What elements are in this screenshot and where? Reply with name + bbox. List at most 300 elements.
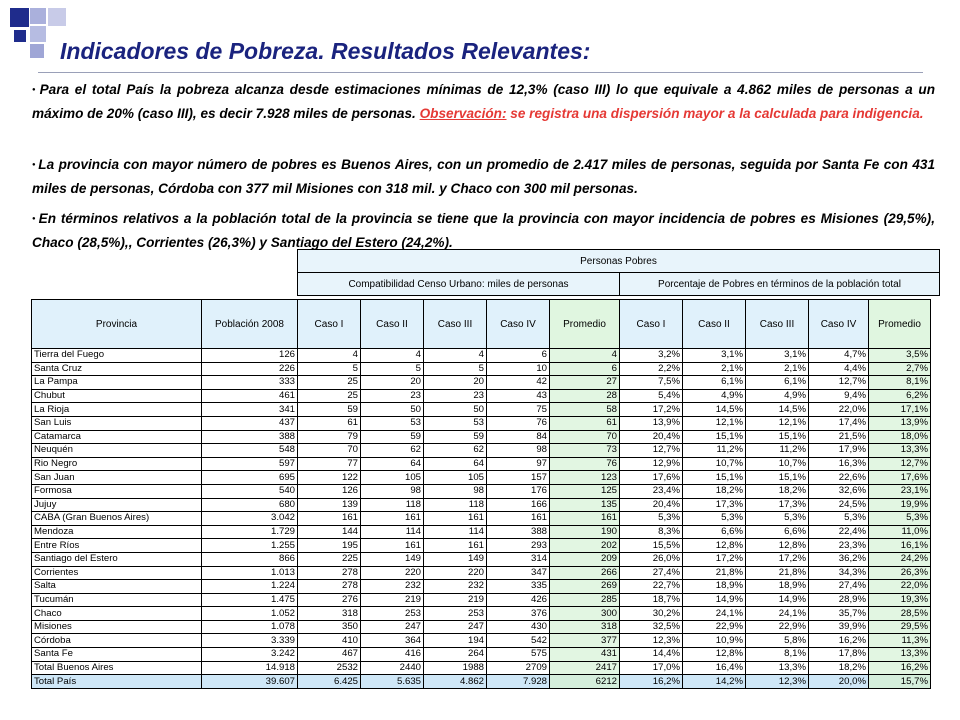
value-cell: 70 <box>550 430 620 444</box>
province-cell: San Luis <box>32 416 202 430</box>
paragraph-3-text: En términos relativos a la población total de la provincia se tiene que la provincia con mayor incidencia de pobres es Misiones (29,5%), Chaco (28,5%),, Corrientes (26,3%) y Santiago del Estero (24,2%). <box>32 211 935 250</box>
value-cell: 247 <box>361 620 424 634</box>
province-cell: CABA (Gran Buenos Aires) <box>32 512 202 526</box>
table-row <box>32 376 931 390</box>
value-cell: 16,1% <box>869 539 931 553</box>
value-cell: 6.425 <box>298 675 361 689</box>
value-cell: 14,5% <box>683 403 746 417</box>
value-cell: 1.078 <box>202 620 298 634</box>
province-cell: La Pampa <box>32 376 202 390</box>
table-row <box>32 525 931 539</box>
value-cell: 39,9% <box>809 620 869 634</box>
value-cell: 28,5% <box>869 607 931 621</box>
value-cell: 680 <box>202 498 298 512</box>
value-cell: 226 <box>202 362 298 376</box>
province-cell: Tierra del Fuego <box>32 349 202 363</box>
value-cell: 14,4% <box>620 648 683 662</box>
value-cell: 4.862 <box>424 675 487 689</box>
value-cell: 4,9% <box>746 389 809 403</box>
value-cell: 5,3% <box>620 512 683 526</box>
value-cell: 2,7% <box>869 362 931 376</box>
value-cell: 32,6% <box>809 484 869 498</box>
value-cell: 13,3% <box>746 661 809 675</box>
value-cell: 542 <box>487 634 550 648</box>
column-header: Provincia <box>32 300 202 349</box>
value-cell: 22,4% <box>809 525 869 539</box>
value-cell: 53 <box>424 416 487 430</box>
value-cell: 17,3% <box>746 498 809 512</box>
column-header: Caso II <box>361 300 424 349</box>
value-cell: 3,5% <box>869 349 931 363</box>
value-cell: 12,3% <box>620 634 683 648</box>
table-row <box>32 471 931 485</box>
value-cell: 39.607 <box>202 675 298 689</box>
value-cell: 62 <box>361 444 424 458</box>
value-cell: 61 <box>550 416 620 430</box>
value-cell: 5,3% <box>809 512 869 526</box>
value-cell: 97 <box>487 457 550 471</box>
value-cell: 105 <box>424 471 487 485</box>
value-cell: 16,2% <box>809 634 869 648</box>
value-cell: 59 <box>361 430 424 444</box>
value-cell: 161 <box>424 539 487 553</box>
value-cell: 25 <box>298 389 361 403</box>
column-header: Caso III <box>746 300 809 349</box>
province-cell: Total Buenos Aires <box>32 661 202 675</box>
value-cell: 17,8% <box>809 648 869 662</box>
value-cell: 3.339 <box>202 634 298 648</box>
value-cell: 118 <box>361 498 424 512</box>
value-cell: 126 <box>202 349 298 363</box>
value-cell: 20,0% <box>809 675 869 689</box>
value-cell: 314 <box>487 552 550 566</box>
value-cell: 388 <box>202 430 298 444</box>
province-cell: Jujuy <box>32 498 202 512</box>
column-header: Caso IV <box>809 300 869 349</box>
province-cell: Rio Negro <box>32 457 202 471</box>
value-cell: 8,1% <box>746 648 809 662</box>
province-cell: La Rioja <box>32 403 202 417</box>
value-cell: 12,8% <box>683 539 746 553</box>
value-cell: 5 <box>298 362 361 376</box>
province-cell: Salta <box>32 580 202 594</box>
value-cell: 149 <box>361 552 424 566</box>
value-cell: 75 <box>487 403 550 417</box>
value-cell: 6 <box>487 349 550 363</box>
table-row <box>32 552 931 566</box>
value-cell: 16,2% <box>620 675 683 689</box>
value-cell: 105 <box>361 471 424 485</box>
value-cell: 17,4% <box>809 416 869 430</box>
value-cell: 61 <box>298 416 361 430</box>
table-row <box>32 457 931 471</box>
value-cell: 27 <box>550 376 620 390</box>
value-cell: 122 <box>298 471 361 485</box>
value-cell: 114 <box>424 525 487 539</box>
value-cell: 20 <box>361 376 424 390</box>
value-cell: 12,8% <box>683 648 746 662</box>
value-cell: 11,2% <box>746 444 809 458</box>
value-cell: 15,1% <box>683 471 746 485</box>
value-cell: 59 <box>424 430 487 444</box>
value-cell: 161 <box>298 512 361 526</box>
province-cell: Mendoza <box>32 525 202 539</box>
value-cell: 8,3% <box>620 525 683 539</box>
table-row <box>32 484 931 498</box>
value-cell: 22,0% <box>869 580 931 594</box>
value-cell: 5 <box>424 362 487 376</box>
value-cell: 161 <box>424 512 487 526</box>
province-cell: Santiago del Estero <box>32 552 202 566</box>
logo-square-dark-2 <box>14 30 26 42</box>
value-cell: 22,7% <box>620 580 683 594</box>
value-cell: 5,3% <box>683 512 746 526</box>
value-cell: 347 <box>487 566 550 580</box>
value-cell: 5,3% <box>746 512 809 526</box>
value-cell: 6 <box>550 362 620 376</box>
table-row <box>32 648 931 662</box>
value-cell: 32,5% <box>620 620 683 634</box>
value-cell: 98 <box>424 484 487 498</box>
value-cell: 50 <box>361 403 424 417</box>
value-cell: 24,5% <box>809 498 869 512</box>
value-cell: 36,2% <box>809 552 869 566</box>
value-cell: 209 <box>550 552 620 566</box>
value-cell: 24,2% <box>869 552 931 566</box>
value-cell: 161 <box>361 512 424 526</box>
paragraph-3 <box>32 207 935 254</box>
province-cell: Misiones <box>32 620 202 634</box>
value-cell: 21,8% <box>746 566 809 580</box>
value-cell: 98 <box>361 484 424 498</box>
value-cell: 12,1% <box>683 416 746 430</box>
table-row <box>32 539 931 553</box>
value-cell: 15,5% <box>620 539 683 553</box>
value-cell: 18,2% <box>683 484 746 498</box>
value-cell: 17,6% <box>620 471 683 485</box>
value-cell: 2440 <box>361 661 424 675</box>
value-cell: 5,8% <box>746 634 809 648</box>
value-cell: 25 <box>298 376 361 390</box>
value-cell: 4 <box>424 349 487 363</box>
value-cell: 21,5% <box>809 430 869 444</box>
value-cell: 53 <box>361 416 424 430</box>
value-cell: 1.052 <box>202 607 298 621</box>
value-cell: 2709 <box>487 661 550 675</box>
column-header: Promedio <box>550 300 620 349</box>
value-cell: 575 <box>487 648 550 662</box>
value-cell: 1.475 <box>202 593 298 607</box>
value-cell: 4 <box>550 349 620 363</box>
header-row <box>32 300 931 349</box>
value-cell: 161 <box>361 539 424 553</box>
title-divider <box>38 72 923 73</box>
value-cell: 13,9% <box>869 416 931 430</box>
column-header: Población 2008 <box>202 300 298 349</box>
value-cell: 3,1% <box>683 349 746 363</box>
province-cell: Córdoba <box>32 634 202 648</box>
value-cell: 27,4% <box>809 580 869 594</box>
logo-square-light-3 <box>30 26 46 42</box>
value-cell: 22,9% <box>746 620 809 634</box>
bullet-icon: ● <box>32 215 37 222</box>
value-cell: 24,1% <box>746 607 809 621</box>
column-header: Caso II <box>683 300 746 349</box>
value-cell: 161 <box>550 512 620 526</box>
table-row <box>32 675 931 689</box>
table-row <box>32 620 931 634</box>
value-cell: 84 <box>487 430 550 444</box>
value-cell: 220 <box>424 566 487 580</box>
value-cell: 22,6% <box>809 471 869 485</box>
value-cell: 15,7% <box>869 675 931 689</box>
value-cell: 3.042 <box>202 512 298 526</box>
value-cell: 335 <box>487 580 550 594</box>
value-cell: 12,9% <box>620 457 683 471</box>
column-header: Caso III <box>424 300 487 349</box>
table-row <box>32 566 931 580</box>
value-cell: 12,7% <box>869 457 931 471</box>
province-cell: Total País <box>32 675 202 689</box>
value-cell: 15,1% <box>746 471 809 485</box>
value-cell: 225 <box>298 552 361 566</box>
value-cell: 597 <box>202 457 298 471</box>
province-cell: San Juan <box>32 471 202 485</box>
value-cell: 59 <box>298 403 361 417</box>
value-cell: 276 <box>298 593 361 607</box>
value-cell: 5.635 <box>361 675 424 689</box>
value-cell: 18,7% <box>620 593 683 607</box>
value-cell: 388 <box>487 525 550 539</box>
value-cell: 24,1% <box>683 607 746 621</box>
value-cell: 22,9% <box>683 620 746 634</box>
value-cell: 43 <box>487 389 550 403</box>
value-cell: 2417 <box>550 661 620 675</box>
value-cell: 269 <box>550 580 620 594</box>
subgroup-thousands: Compatibilidad Censo Urbano: miles de personas <box>298 273 620 296</box>
value-cell: 73 <box>550 444 620 458</box>
value-cell: 426 <box>487 593 550 607</box>
value-cell: 17,2% <box>683 552 746 566</box>
value-cell: 70 <box>298 444 361 458</box>
value-cell: 58 <box>550 403 620 417</box>
value-cell: 7,5% <box>620 376 683 390</box>
value-cell: 64 <box>361 457 424 471</box>
value-cell: 176 <box>487 484 550 498</box>
table-row <box>32 580 931 594</box>
value-cell: 431 <box>550 648 620 662</box>
value-cell: 430 <box>487 620 550 634</box>
value-cell: 17,3% <box>683 498 746 512</box>
value-cell: 253 <box>361 607 424 621</box>
value-cell: 6,2% <box>869 389 931 403</box>
table-row <box>32 512 931 526</box>
paragraph-1-text: Para el total País la pobreza alcanza desde estimaciones mínimas de 12,3% (caso III) lo que equivale a 4.862 miles de personas a un máximo de 20% (caso III), es decir 7.928 miles de personas. <box>32 82 935 121</box>
province-cell: Corrientes <box>32 566 202 580</box>
value-cell: 123 <box>550 471 620 485</box>
bullet-icon: ● <box>32 86 38 93</box>
value-cell: 293 <box>487 539 550 553</box>
value-cell: 28,9% <box>809 593 869 607</box>
value-cell: 266 <box>550 566 620 580</box>
value-cell: 17,0% <box>620 661 683 675</box>
value-cell: 17,1% <box>869 403 931 417</box>
table-row <box>32 607 931 621</box>
column-header: Caso I <box>620 300 683 349</box>
province-cell: Catamarca <box>32 430 202 444</box>
value-cell: 76 <box>550 457 620 471</box>
value-cell: 1.255 <box>202 539 298 553</box>
value-cell: 253 <box>424 607 487 621</box>
table-row <box>32 403 931 417</box>
value-cell: 2,2% <box>620 362 683 376</box>
value-cell: 12,7% <box>809 376 869 390</box>
value-cell: 14.918 <box>202 661 298 675</box>
value-cell: 318 <box>550 620 620 634</box>
value-cell: 461 <box>202 389 298 403</box>
value-cell: 77 <box>298 457 361 471</box>
value-cell: 17,6% <box>869 471 931 485</box>
value-cell: 8,1% <box>869 376 931 390</box>
value-cell: 16,2% <box>869 661 931 675</box>
value-cell: 19,9% <box>869 498 931 512</box>
value-cell: 1988 <box>424 661 487 675</box>
value-cell: 4,9% <box>683 389 746 403</box>
value-cell: 350 <box>298 620 361 634</box>
value-cell: 22,0% <box>809 403 869 417</box>
table-row <box>32 416 931 430</box>
column-header: Caso I <box>298 300 361 349</box>
value-cell: 126 <box>298 484 361 498</box>
value-cell: 695 <box>202 471 298 485</box>
value-cell: 20 <box>424 376 487 390</box>
observation-text: se registra una dispersión mayor a la calculada para indigencia. <box>506 105 924 121</box>
value-cell: 232 <box>361 580 424 594</box>
value-cell: 13,3% <box>869 648 931 662</box>
value-cell: 35,7% <box>809 607 869 621</box>
value-cell: 2532 <box>298 661 361 675</box>
value-cell: 5,3% <box>869 512 931 526</box>
value-cell: 135 <box>550 498 620 512</box>
value-cell: 12,8% <box>746 539 809 553</box>
value-cell: 98 <box>487 444 550 458</box>
value-cell: 195 <box>298 539 361 553</box>
province-cell: Chubut <box>32 389 202 403</box>
value-cell: 6,1% <box>746 376 809 390</box>
paragraph-2 <box>32 153 935 200</box>
province-cell: Chaco <box>32 607 202 621</box>
table-row <box>32 349 931 363</box>
value-cell: 16,4% <box>683 661 746 675</box>
table-row <box>32 634 931 648</box>
value-cell: 18,2% <box>809 661 869 675</box>
value-cell: 20,4% <box>620 430 683 444</box>
value-cell: 3,1% <box>746 349 809 363</box>
value-cell: 3.242 <box>202 648 298 662</box>
value-cell: 28 <box>550 389 620 403</box>
value-cell: 14,2% <box>683 675 746 689</box>
value-cell: 15,1% <box>683 430 746 444</box>
value-cell: 202 <box>550 539 620 553</box>
value-cell: 20,4% <box>620 498 683 512</box>
value-cell: 4 <box>361 349 424 363</box>
province-cell: Formosa <box>32 484 202 498</box>
value-cell: 34,3% <box>809 566 869 580</box>
value-cell: 50 <box>424 403 487 417</box>
province-cell: Santa Fe <box>32 648 202 662</box>
value-cell: 23,1% <box>869 484 931 498</box>
value-cell: 190 <box>550 525 620 539</box>
poverty-table <box>31 299 931 689</box>
value-cell: 5 <box>361 362 424 376</box>
value-cell: 161 <box>487 512 550 526</box>
value-cell: 220 <box>361 566 424 580</box>
value-cell: 318 <box>298 607 361 621</box>
value-cell: 11,2% <box>683 444 746 458</box>
value-cell: 219 <box>361 593 424 607</box>
value-cell: 157 <box>487 471 550 485</box>
value-cell: 410 <box>298 634 361 648</box>
value-cell: 10,7% <box>746 457 809 471</box>
value-cell: 194 <box>424 634 487 648</box>
value-cell: 14,5% <box>746 403 809 417</box>
value-cell: 10,7% <box>683 457 746 471</box>
value-cell: 548 <box>202 444 298 458</box>
value-cell: 23,3% <box>809 539 869 553</box>
table-row <box>32 593 931 607</box>
table-row <box>32 498 931 512</box>
value-cell: 125 <box>550 484 620 498</box>
value-cell: 14,9% <box>746 593 809 607</box>
logo-square-light-2 <box>48 8 66 26</box>
value-cell: 1.224 <box>202 580 298 594</box>
value-cell: 23 <box>361 389 424 403</box>
value-cell: 114 <box>361 525 424 539</box>
value-cell: 4,4% <box>809 362 869 376</box>
value-cell: 16,3% <box>809 457 869 471</box>
value-cell: 14,9% <box>683 593 746 607</box>
value-cell: 166 <box>487 498 550 512</box>
value-cell: 13,3% <box>869 444 931 458</box>
value-cell: 23,4% <box>620 484 683 498</box>
value-cell: 437 <box>202 416 298 430</box>
value-cell: 540 <box>202 484 298 498</box>
column-header: Caso IV <box>487 300 550 349</box>
table-group-header <box>297 249 940 296</box>
province-cell: Neuquén <box>32 444 202 458</box>
value-cell: 76 <box>487 416 550 430</box>
table-row <box>32 444 931 458</box>
value-cell: 341 <box>202 403 298 417</box>
value-cell: 6,6% <box>683 525 746 539</box>
value-cell: 13,9% <box>620 416 683 430</box>
value-cell: 18,2% <box>746 484 809 498</box>
bullet-icon: ● <box>32 161 37 168</box>
value-cell: 278 <box>298 566 361 580</box>
logo-square-dark-1 <box>10 8 29 27</box>
value-cell: 9,4% <box>809 389 869 403</box>
value-cell: 5,4% <box>620 389 683 403</box>
value-cell: 376 <box>487 607 550 621</box>
value-cell: 23 <box>424 389 487 403</box>
value-cell: 4 <box>298 349 361 363</box>
value-cell: 333 <box>202 376 298 390</box>
logo-square-light-4 <box>30 44 44 58</box>
value-cell: 10,9% <box>683 634 746 648</box>
value-cell: 19,3% <box>869 593 931 607</box>
value-cell: 364 <box>361 634 424 648</box>
value-cell: 18,0% <box>869 430 931 444</box>
